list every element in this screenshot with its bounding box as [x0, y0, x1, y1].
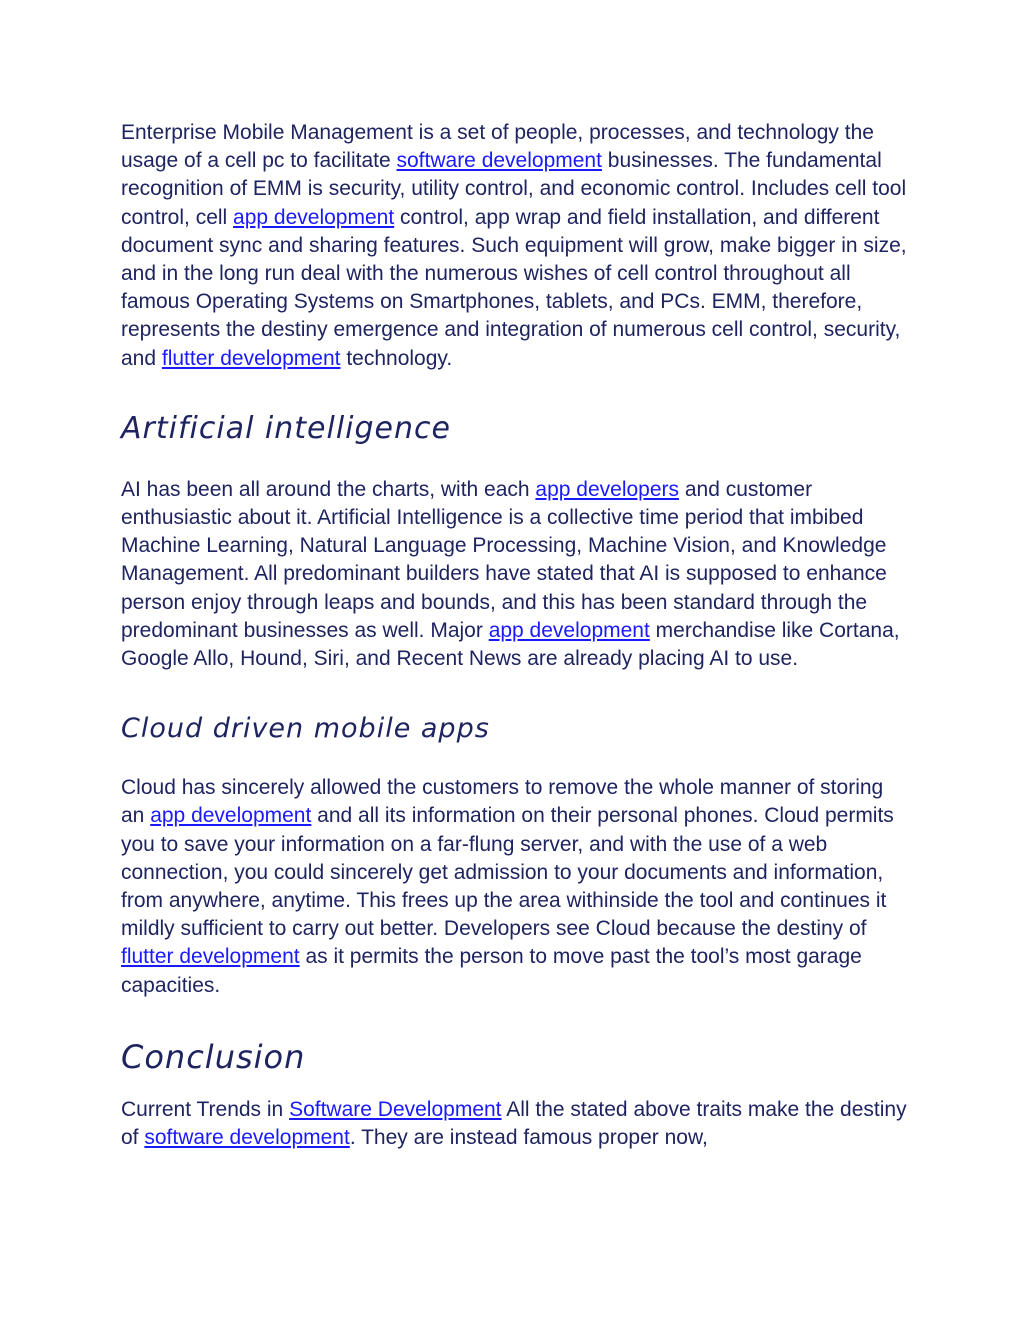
- conclusion-text-3: . They are instead famous proper now,: [349, 1126, 708, 1150]
- intro-text-3: control, app wrap and field installation, and different document sync and sharing features. Such equipment will grow, make bigger in size, and in the long run deal with the numerous wishes of cell control throughout all famous Operating Systems on Smartphones, tablets, and PCs. EMM, therefore, represents the destiny emergence and integration of numerous cell control, security, and: [121, 205, 907, 370]
- ai-text-2: and customer enthusiastic about it. Artificial Intelligence is a collective time period that imbibed Machine Learning, Natural Language Processing, Machine Vision, and Knowledge Management. All predominant builders have stated that AI is supposed to enhance person enjoy through leaps and bounds, and this has been standard through the predominant businesses as well. Major: [121, 477, 887, 642]
- app-development-link[interactable]: app development: [150, 804, 312, 828]
- intro-text-2: businesses. The fundamental recognition of EMM is security, utility control, and economic control. Includes cell tool control, cell: [121, 149, 907, 229]
- ai-text-3: merchandise like Cortana, Google Allo, Hound, Siri, and Recent News are already placing AI to use.: [121, 618, 900, 671]
- flutter-development-link[interactable]: flutter development: [161, 346, 341, 370]
- software-development-link[interactable]: software development: [396, 149, 602, 173]
- cloud-paragraph: [121, 774, 911, 1000]
- ai-paragraph: [121, 476, 911, 673]
- conclusion-text-2: All the stated above traits make the destiny of: [121, 1097, 907, 1150]
- intro-text-1: Enterprise Mobile Management is a set of people, processes, and technology the usage of a cell pc to facilitate: [121, 121, 874, 173]
- conclusion-heading: Conclusion: [121, 1037, 306, 1076]
- software-development-link[interactable]: software development: [144, 1126, 350, 1150]
- app-developers-link[interactable]: app developers: [535, 477, 680, 501]
- cloud-text-3: as it permits the person to move past the tool’s most garage capacities.: [121, 945, 862, 997]
- flutter-development-link[interactable]: flutter development: [121, 945, 300, 969]
- ai-text-1: AI has been all around the charts, with each: [121, 477, 536, 501]
- intro-paragraph: [121, 119, 911, 373]
- app-development-link[interactable]: app development: [233, 205, 395, 229]
- cloud-text-1: Cloud has sincerely allowed the customers to remove the whole manner of storing an: [121, 776, 884, 828]
- ai-heading: Artificial intelligence: [121, 410, 451, 446]
- app-development-link[interactable]: app development: [488, 618, 650, 642]
- conclusion-text-1: Current Trends in: [121, 1097, 290, 1121]
- software-development-link[interactable]: Software Development: [289, 1097, 502, 1121]
- cloud-heading: Cloud driven mobile apps: [121, 713, 490, 745]
- intro-text-4: technology.: [340, 346, 453, 370]
- conclusion-paragraph: [121, 1096, 911, 1152]
- cloud-text-2: and all its information on their personal phones. Cloud permits you to save your information on a far-flung server, and with the use of a web connection, you could sincerely get admission to your documents and information, from anywhere, anytime. This frees up the area withinside the tool and continues it mildly sufficient to carry out better. Developers see Cloud because the destiny of: [121, 804, 894, 941]
- document-page: [121, 119, 911, 1152]
